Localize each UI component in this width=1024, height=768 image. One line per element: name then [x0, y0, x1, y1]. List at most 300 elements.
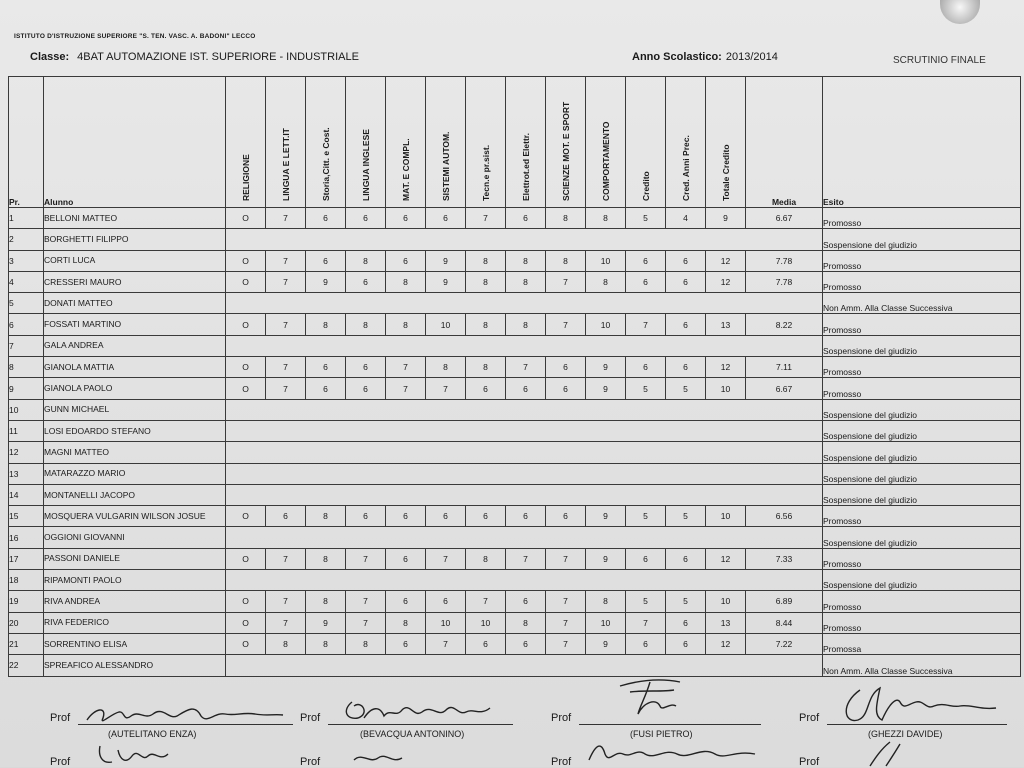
header-subject-label: LINGUA INGLESE [360, 129, 371, 201]
esito-cell: Promosso [823, 250, 1021, 271]
grade-cell: 10 [586, 250, 626, 271]
header-subject-label: Credito [640, 171, 651, 201]
grade-cell: 8 [466, 548, 506, 569]
prof-label-3: Prof [551, 712, 572, 724]
esito-cell: Promosso [823, 506, 1021, 527]
grade-cell: 5 [626, 208, 666, 229]
header-esito: Esito [823, 77, 1021, 208]
row-number: 14 [9, 484, 44, 505]
student-name: FOSSATI MARTINO [44, 314, 226, 335]
grade-cell: 7 [266, 591, 306, 612]
blank-grades-cell [226, 484, 823, 505]
scrutinio-title: SCRUTINIO FINALE [893, 55, 986, 66]
grade-cell: 6 [506, 506, 546, 527]
grade-cell: 6 [626, 548, 666, 569]
row-number: 20 [9, 612, 44, 633]
header-subject [466, 77, 506, 208]
grade-cell: 7 [506, 357, 546, 378]
table-row [9, 527, 1021, 548]
header-subject-label: Tecn.e pr.sist. [480, 144, 491, 201]
table-row [9, 293, 1021, 314]
grade-cell: 8 [306, 506, 346, 527]
student-name: GIANOLA MATTIA [44, 357, 226, 378]
student-name: MOSQUERA VULGARIN WILSON JOSUE [44, 506, 226, 527]
name-autelitano: (AUTELITANO ENZA) [108, 729, 197, 739]
media-cell: 6.67 [746, 378, 823, 399]
row-number: 6 [9, 314, 44, 335]
signature-line-3 [579, 723, 761, 725]
header-subject [306, 77, 346, 208]
grade-cell: 6 [306, 357, 346, 378]
grade-cell: 7 [626, 612, 666, 633]
header-subject [426, 77, 466, 208]
student-name: DONATI MATTEO [44, 293, 226, 314]
signature-partial-5 [90, 742, 230, 767]
prof-label-2: Prof [300, 712, 321, 724]
esito-cell: Sospensione del giudizio [823, 229, 1021, 250]
pushpin [940, 0, 980, 24]
esito-cell: Sospensione del giudizio [823, 463, 1021, 484]
grade-cell: 7 [426, 378, 466, 399]
header-subject-label: Storia,Citt. e Cost. [320, 127, 331, 201]
student-name: PASSONI DANIELE [44, 548, 226, 569]
grade-cell: 6 [346, 271, 386, 292]
esito-cell: Promosso [823, 591, 1021, 612]
grade-cell: 6 [546, 378, 586, 399]
grade-cell: O [226, 357, 266, 378]
grade-cell: 8 [506, 314, 546, 335]
school-year-label: Anno Scolastico: [632, 51, 722, 63]
media-cell: 6.67 [746, 208, 823, 229]
grade-cell: 6 [386, 548, 426, 569]
grades-table [8, 76, 1021, 677]
grade-cell: 9 [586, 357, 626, 378]
table-row [9, 357, 1021, 378]
media-cell: 7.11 [746, 357, 823, 378]
grade-cell: 7 [386, 357, 426, 378]
class-value: 4BAT AUTOMAZIONE IST. SUPERIORE - INDUSTRIALE [77, 51, 359, 63]
grade-cell: 6 [666, 633, 706, 654]
grade-cell: 8 [306, 633, 346, 654]
esito-cell: Sospensione del giudizio [823, 420, 1021, 441]
grade-cell: 6 [466, 506, 506, 527]
grade-cell: O [226, 633, 266, 654]
grade-cell: 6 [626, 357, 666, 378]
grade-cell: 6 [506, 591, 546, 612]
grade-cell: 13 [706, 314, 746, 335]
table-row [9, 484, 1021, 505]
grade-cell: 6 [346, 208, 386, 229]
blank-grades-cell [226, 442, 823, 463]
header-subject-label: Cred. Anni Prec. [680, 135, 691, 201]
grade-cell: O [226, 591, 266, 612]
grade-cell: 6 [426, 506, 466, 527]
row-number: 1 [9, 208, 44, 229]
grade-cell: 8 [466, 314, 506, 335]
grade-cell: 9 [586, 633, 626, 654]
grade-cell: 6 [266, 506, 306, 527]
student-name: SORRENTINO ELISA [44, 633, 226, 654]
row-number: 16 [9, 527, 44, 548]
grade-cell: 9 [586, 378, 626, 399]
grade-cell: 6 [666, 612, 706, 633]
header-subject-label: MAT. E COMPL. [400, 138, 411, 201]
blank-grades-cell [226, 655, 823, 676]
header-pr: Pr. [9, 77, 44, 208]
student-name: CRESSERI MAURO [44, 271, 226, 292]
esito-cell: Promosso [823, 208, 1021, 229]
grade-cell: 7 [426, 548, 466, 569]
blank-grades-cell [226, 229, 823, 250]
grade-cell: O [226, 208, 266, 229]
grade-cell: 7 [266, 208, 306, 229]
header-subject [386, 77, 426, 208]
row-number: 22 [9, 655, 44, 676]
grade-cell: 9 [586, 548, 626, 569]
media-cell: 6.89 [746, 591, 823, 612]
grade-cell: 6 [426, 208, 466, 229]
grade-cell: 8 [306, 591, 346, 612]
grade-cell: 9 [306, 612, 346, 633]
table-row [9, 570, 1021, 591]
grade-cell: 7 [466, 591, 506, 612]
header-subject [586, 77, 626, 208]
table-row [9, 378, 1021, 399]
grade-cell: 6 [466, 378, 506, 399]
header-alunno: Alunno [44, 77, 226, 208]
grade-cell: 7 [546, 314, 586, 335]
row-number: 3 [9, 250, 44, 271]
table-row [9, 271, 1021, 292]
row-number: 5 [9, 293, 44, 314]
prof-label-6: Prof [300, 756, 321, 768]
table-row [9, 633, 1021, 654]
student-name: RIVA ANDREA [44, 591, 226, 612]
esito-cell: Sospensione del giudizio [823, 442, 1021, 463]
grade-cell: 7 [546, 612, 586, 633]
blank-grades-cell [226, 570, 823, 591]
grade-cell: 10 [466, 612, 506, 633]
esito-cell: Promosso [823, 357, 1021, 378]
table-row [9, 548, 1021, 569]
esito-cell: Promossa [823, 633, 1021, 654]
grade-cell: 7 [546, 548, 586, 569]
table-row [9, 420, 1021, 441]
grade-cell: 6 [306, 378, 346, 399]
grade-cell: 6 [426, 591, 466, 612]
name-ghezzi: (GHEZZI DAVIDE) [868, 729, 943, 739]
header-subject [266, 77, 306, 208]
grade-cell: 8 [346, 314, 386, 335]
signature-bevacqua [340, 696, 510, 728]
header-subject-label: Elettrot.ed Elettr. [520, 132, 531, 201]
blank-grades-cell [226, 527, 823, 548]
media-cell: 8.22 [746, 314, 823, 335]
grade-cell: 8 [586, 591, 626, 612]
grade-cell: 7 [266, 378, 306, 399]
grade-cell: 8 [466, 271, 506, 292]
grade-cell: 8 [266, 633, 306, 654]
table-row [9, 335, 1021, 356]
grade-cell: 6 [546, 506, 586, 527]
grade-cell: 6 [666, 314, 706, 335]
esito-cell: Sospensione del giudizio [823, 399, 1021, 420]
grade-cell: 6 [506, 378, 546, 399]
grade-cell: 8 [466, 250, 506, 271]
grade-cell: 6 [346, 378, 386, 399]
media-cell: 7.78 [746, 271, 823, 292]
signature-fusi [610, 672, 700, 722]
blank-grades-cell [226, 463, 823, 484]
header-subject-label: SCIENZE MOT. E SPORT [560, 101, 571, 201]
grade-cell: 7 [466, 208, 506, 229]
student-name: RIVA FEDERICO [44, 612, 226, 633]
grade-cell: 7 [346, 612, 386, 633]
grade-cell: 7 [546, 633, 586, 654]
esito-cell: Non Amm. Alla Classe Successiva [823, 655, 1021, 676]
table-row [9, 506, 1021, 527]
student-name: MAGNI MATTEO [44, 442, 226, 463]
school-year [632, 51, 778, 63]
grade-cell: 12 [706, 357, 746, 378]
grade-cell: 7 [266, 612, 306, 633]
media-cell: 8.44 [746, 612, 823, 633]
grade-cell: 12 [706, 548, 746, 569]
student-name: BORGHETTI FILIPPO [44, 229, 226, 250]
row-number: 10 [9, 399, 44, 420]
header-subject-label: RELIGIONE [240, 154, 251, 201]
grade-cell: 10 [706, 506, 746, 527]
esito-cell: Promosso [823, 612, 1021, 633]
grade-cell: 8 [386, 271, 426, 292]
row-number: 21 [9, 633, 44, 654]
row-number: 7 [9, 335, 44, 356]
prof-label-1: Prof [50, 712, 71, 724]
table-body [9, 208, 1021, 677]
header-subject-label: COMPORTAMENTO [600, 121, 611, 201]
table-row [9, 208, 1021, 229]
prof-label-4: Prof [799, 712, 820, 724]
grade-cell: 5 [666, 506, 706, 527]
blank-grades-cell [226, 293, 823, 314]
student-name: RIPAMONTI PAOLO [44, 570, 226, 591]
grade-cell: 7 [386, 378, 426, 399]
header-subject [666, 77, 706, 208]
row-number: 2 [9, 229, 44, 250]
grade-cell: 8 [426, 357, 466, 378]
signature-partial-8 [860, 740, 920, 767]
grade-cell: 7 [266, 357, 306, 378]
prof-label-5: Prof [50, 756, 71, 768]
grade-cell: O [226, 506, 266, 527]
esito-cell: Sospensione del giudizio [823, 527, 1021, 548]
table-row [9, 463, 1021, 484]
grade-cell: 6 [626, 271, 666, 292]
row-number: 15 [9, 506, 44, 527]
grade-cell: 5 [626, 506, 666, 527]
name-bevacqua: (BEVACQUA ANTONINO) [360, 729, 465, 739]
grade-cell: 7 [266, 314, 306, 335]
grade-cell: 9 [706, 208, 746, 229]
table-row [9, 612, 1021, 633]
grade-cell: O [226, 250, 266, 271]
esito-cell: Promosso [823, 378, 1021, 399]
row-number: 9 [9, 378, 44, 399]
header-subject [546, 77, 586, 208]
grade-cell: 8 [346, 250, 386, 271]
table-row [9, 250, 1021, 271]
grade-cell: 6 [546, 357, 586, 378]
header-subject [346, 77, 386, 208]
row-number: 8 [9, 357, 44, 378]
grade-cell: 13 [706, 612, 746, 633]
esito-cell: Non Amm. Alla Classe Successiva [823, 293, 1021, 314]
header-subject-label: LINGUA E LETT.IT [280, 128, 291, 201]
grade-cell: 6 [386, 250, 426, 271]
grade-cell: 6 [346, 357, 386, 378]
grade-cell: 7 [546, 591, 586, 612]
row-number: 18 [9, 570, 44, 591]
blank-grades-cell [226, 335, 823, 356]
grade-cell: 6 [386, 506, 426, 527]
grade-cell: 8 [586, 208, 626, 229]
grade-cell: 8 [506, 271, 546, 292]
grade-cell: 5 [626, 378, 666, 399]
header-subject [626, 77, 666, 208]
esito-cell: Promosso [823, 271, 1021, 292]
table-header-row [9, 77, 1021, 208]
student-name: OGGIONI GIOVANNI [44, 527, 226, 548]
grade-cell: 6 [386, 591, 426, 612]
grade-cell: 6 [666, 250, 706, 271]
class-label: Classe: [30, 51, 70, 63]
grade-cell: 5 [626, 591, 666, 612]
esito-cell: Promosso [823, 548, 1021, 569]
grade-cell: 8 [386, 612, 426, 633]
header-subject-label: Totale Credito [720, 144, 731, 201]
row-number: 19 [9, 591, 44, 612]
row-number: 11 [9, 420, 44, 441]
grade-cell: 9 [426, 250, 466, 271]
row-number: 4 [9, 271, 44, 292]
row-number: 17 [9, 548, 44, 569]
grade-cell: O [226, 314, 266, 335]
student-name: CORTI LUCA [44, 250, 226, 271]
table-row [9, 655, 1021, 676]
grade-cell: O [226, 548, 266, 569]
grade-cell: O [226, 271, 266, 292]
grade-cell: 6 [306, 250, 346, 271]
media-cell: 7.33 [746, 548, 823, 569]
student-name: GUNN MICHAEL [44, 399, 226, 420]
grade-cell: 8 [546, 208, 586, 229]
grade-cell: 6 [506, 633, 546, 654]
grade-cell: 10 [586, 314, 626, 335]
student-name: GALA ANDREA [44, 335, 226, 356]
grade-cell: 8 [346, 633, 386, 654]
blank-grades-cell [226, 399, 823, 420]
table-row [9, 229, 1021, 250]
grade-cell: 7 [266, 548, 306, 569]
esito-cell: Sospensione del giudizio [823, 335, 1021, 356]
header-subject [226, 77, 266, 208]
grade-cell: 12 [706, 633, 746, 654]
grade-cell: 8 [386, 314, 426, 335]
header-subject [706, 77, 746, 208]
grade-cell: 10 [706, 591, 746, 612]
grade-cell: 9 [306, 271, 346, 292]
grade-cell: 10 [426, 612, 466, 633]
row-number: 13 [9, 463, 44, 484]
header-media: Media [746, 77, 823, 208]
media-cell: 7.78 [746, 250, 823, 271]
table-row [9, 399, 1021, 420]
student-name: GIANOLA PAOLO [44, 378, 226, 399]
grade-cell: 8 [466, 357, 506, 378]
grade-cell: 7 [346, 548, 386, 569]
signature-partial-7 [585, 736, 765, 767]
blank-grades-cell [226, 420, 823, 441]
grade-cell: 6 [346, 506, 386, 527]
grade-cell: 8 [586, 271, 626, 292]
school-name: ISTITUTO D'ISTRUZIONE SUPERIORE "S. TEN. VASC. A. BADONI" LECCO [14, 33, 256, 40]
grade-cell: 6 [306, 208, 346, 229]
grade-cell: 5 [666, 591, 706, 612]
grade-cell: 12 [706, 250, 746, 271]
grade-cell: 7 [626, 314, 666, 335]
grade-cell: 6 [666, 357, 706, 378]
student-name: MONTANELLI JACOPO [44, 484, 226, 505]
grade-cell: 8 [506, 612, 546, 633]
grade-cell: 10 [426, 314, 466, 335]
media-cell: 6.56 [746, 506, 823, 527]
grade-cell: 9 [426, 271, 466, 292]
grade-cell: 7 [346, 591, 386, 612]
grade-cell: 8 [506, 250, 546, 271]
grade-cell: 6 [626, 633, 666, 654]
row-number: 12 [9, 442, 44, 463]
signature-autelitano [85, 702, 285, 728]
table-row [9, 591, 1021, 612]
grade-cell: 6 [626, 250, 666, 271]
esito-cell: Sospensione del giudizio [823, 484, 1021, 505]
grade-cell: 4 [666, 208, 706, 229]
header-subject [506, 77, 546, 208]
signature-ghezzi [830, 680, 1010, 730]
grade-cell: O [226, 378, 266, 399]
grade-cell: 10 [706, 378, 746, 399]
class-line [30, 51, 359, 63]
signature-partial-6 [350, 748, 450, 767]
grade-cell: 7 [426, 633, 466, 654]
grade-cell: 6 [506, 208, 546, 229]
esito-cell: Promosso [823, 314, 1021, 335]
grade-cell: 8 [306, 314, 346, 335]
grade-cell: 12 [706, 271, 746, 292]
grade-cell: 6 [386, 208, 426, 229]
table-row [9, 314, 1021, 335]
grade-cell: 7 [266, 271, 306, 292]
grade-cell: 7 [546, 271, 586, 292]
grade-cell: 6 [666, 271, 706, 292]
grade-cell: 7 [506, 548, 546, 569]
student-name: SPREAFICO ALESSANDRO [44, 655, 226, 676]
grade-cell: 9 [586, 506, 626, 527]
esito-cell: Sospensione del giudizio [823, 570, 1021, 591]
prof-label-8: Prof [799, 756, 820, 768]
grade-cell: 6 [666, 548, 706, 569]
school-year-value: 2013/2014 [725, 51, 778, 63]
